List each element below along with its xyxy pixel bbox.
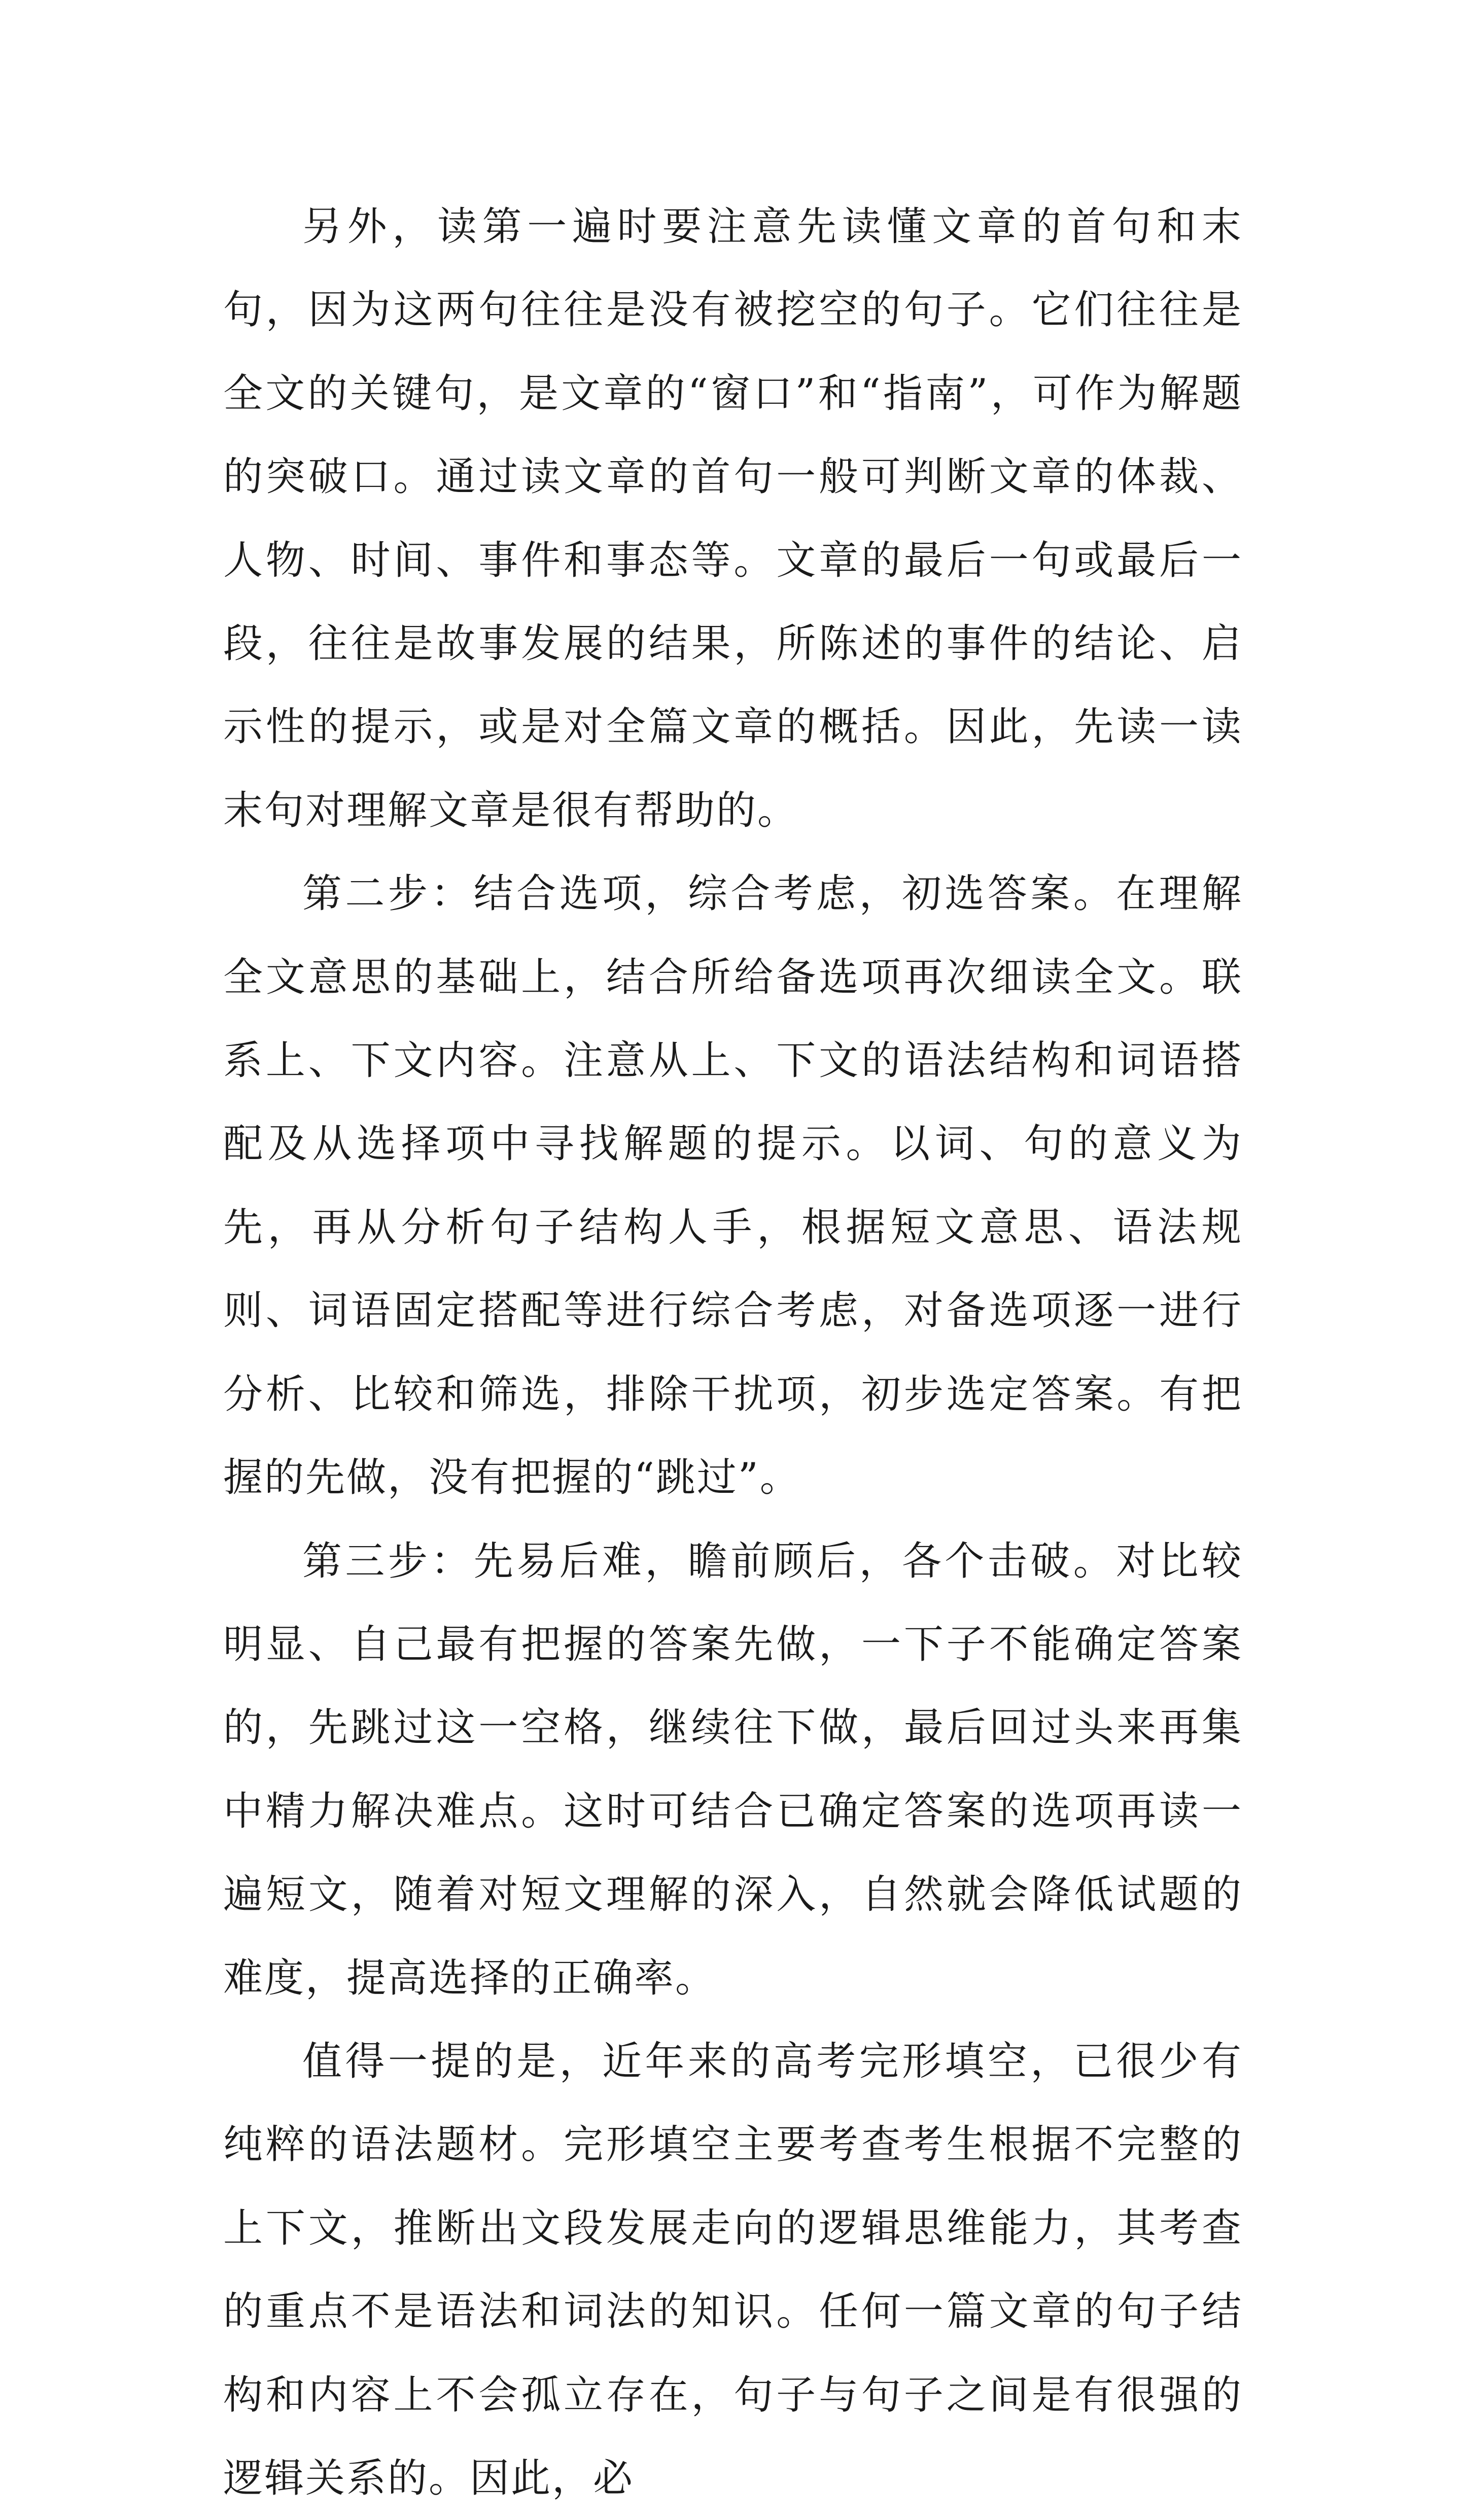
paragraph-reading-tips: 另外，读第一遍时要注意先读懂文章的首句和末句，因为这两句往往是没有被挖空的句子。它们往往是全文的关键句，是文章的“窗口”和“指南”，可作为解题的突破口。通过读文章的首句一般可判断文章的体裁、人物、时间、事件和事态等。文章的最后一句或最后一段，往往是故事发展的结果，所陈述的事件的结论、启示性的提示，或是对全篇文章的概括。因此，先读一读末句对理解文章是很有帮助的。 xyxy=(223,204,1243,833)
paragraph-noteworthy: 值得一提的是，近年来的高考完形填空，已很少有纯粹的语法题材。完形填空主要考查考生根据不完整的上下文，推断出文段发展走向的逻辑思维能力，其考查的重点不是语法和词法的知识。任何一篇文章的句子结构和内容上不会孤立存在，句子与句子之间是有很强的逻辑关系的。因此，必 xyxy=(223,2038,1243,2501)
document-body xyxy=(223,185,1243,2520)
paragraph-step-two: 第二步：结合选项，综合考虑，初选答案。在理解全文意思的基础上，结合所给备选项再次细读全文。联系上、下文内容。注意从上、下文的语法结构和词语搭配及从选择项中寻找解题的提示。以词、句的意义为先，再从分析句子结构人手，根据短文意思、语法规则、词语固定搭配等进行综合考虑，对备选项逐一进行分析、比较和筛选，排除干扰项，初步选定答案。有把握的先做，没有把握的“跳过”。 xyxy=(223,871,1243,1501)
paragraph-step-three: 第三步：先易后难，瞻前顾后，各个击破。对比较明显、自己最有把握的答案先做，一下子不能确定答案的，先跳过这一空格，继续往下做，最后回过头来再集中精力解决难点。这时可结合已确定答案的选项再读一遍短文，随着对短文理解的深入，自然就会降低试题的难度，提高选择的正确率。 xyxy=(223,1538,1243,2001)
